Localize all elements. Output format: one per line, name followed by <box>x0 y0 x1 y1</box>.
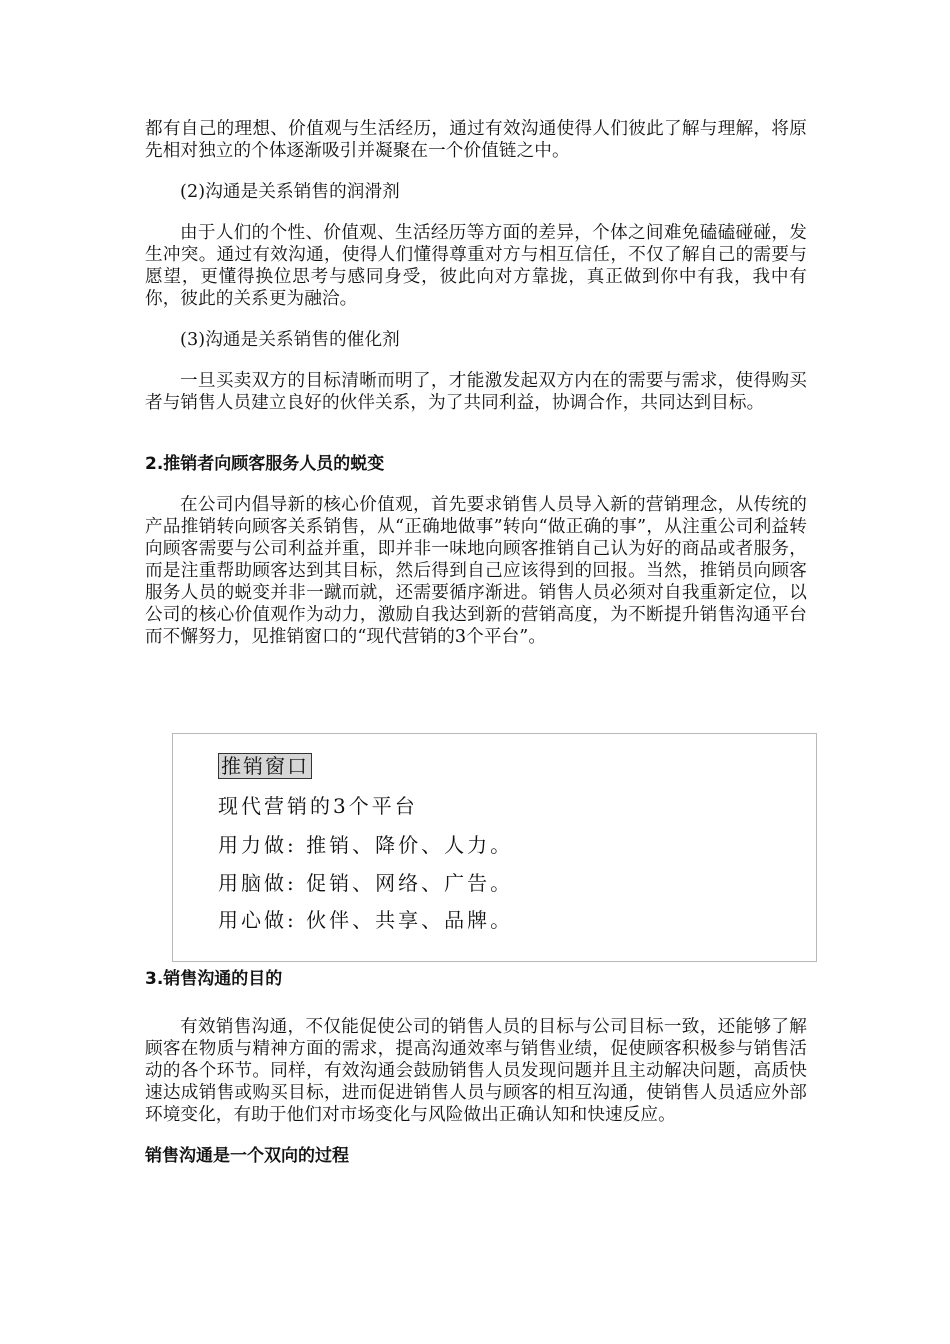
document-body-lower <box>145 968 807 1167</box>
sales-window-tag: 推销窗口 <box>218 753 312 779</box>
paragraph-purpose: 有效销售沟通，不仅能促使公司的销售人员的目标与公司目标一致，还能够了解顾客在物质与精神方面的需求，提高沟通效率与销售业绩，促使顾客积极参与销售活动的各个环节。同样，有效沟通会鼓励销售人员发现问题并且主动解决问题，高质快速达成销售或购买目标，进而促进销售人员与顾客的相互沟通，使销售人员适应外部环境变化，有助于他们对市场变化与风险做出正确认知和快速反应。 <box>145 1017 807 1125</box>
section-heading-3: 3.销售沟通的目的 <box>145 969 283 989</box>
sales-window-line-mind: 用脑做: 促销、网络、广告。 <box>218 871 514 895</box>
document-body <box>145 118 807 648</box>
sales-window-title: 现代营销的3个平台 <box>218 794 418 818</box>
sales-window-box <box>172 733 817 962</box>
sales-window-line-strength: 用力做: 推销、降价、人力。 <box>218 833 514 857</box>
paragraph-lubricant: 由于人们的个性、价值观、生活经历等方面的差异，个体之间难免磕磕碰碰，发生冲突。通过有效沟通，使得人们懂得尊重对方与相互信任，不仅了解自己的需要与愿望，更懂得换位思考与感同身受，彼此向对方靠拢，真正做到你中有我，我中有你，彼此的关系更为融洽。 <box>145 223 807 309</box>
paragraph-catalyst: 一旦买卖双方的目标清晰而明了，才能激发起双方内在的需要与需求，使得购买者与销售人员建立良好的伙伴关系，为了共同利益，协调合作，共同达到目标。 <box>145 371 807 413</box>
subheading-lubricant: (2)沟通是关系销售的润滑剂 <box>180 182 400 202</box>
paragraph-transformation: 在公司内倡导新的核心价值观，首先要求销售人员导入新的营销理念，从传统的产品推销转向顾客关系销售，从“正确地做事”转向“做正确的事”，从注重公司利益转向顾客需要与公司利益并重，即并非一味地向顾客推销自己认为好的商品或者服务，而是注重帮助顾客达到其目标，然后得到自己应该得到的回报。当然，推销员向顾客服务人员的蜕变并非一蹴而就，还需要循序渐进。销售人员必须对自我重新定位，以公司的核心价值观作为动力，激励自我达到新的营销高度，为不断提升销售沟通平台而不懈努力，见推销窗口的“现代营销的3个平台”。 <box>145 495 807 647</box>
subheading-catalyst: (3)沟通是关系销售的催化剂 <box>180 330 400 350</box>
section-heading-2: 2.推销者向顾客服务人员的蜕变 <box>145 454 385 474</box>
sales-window-line-heart: 用心做: 伙伴、共享、品牌。 <box>218 908 514 932</box>
paragraph-intro-continued: 都有自己的理想、价值观与生活经历，通过有效沟通使得人们彼此了解与理解，将原先相对独立的个体逐渐吸引并凝聚在一个价值链之中。 <box>145 119 807 161</box>
section-heading-two-way: 销售沟通是一个双向的过程 <box>145 1146 349 1166</box>
